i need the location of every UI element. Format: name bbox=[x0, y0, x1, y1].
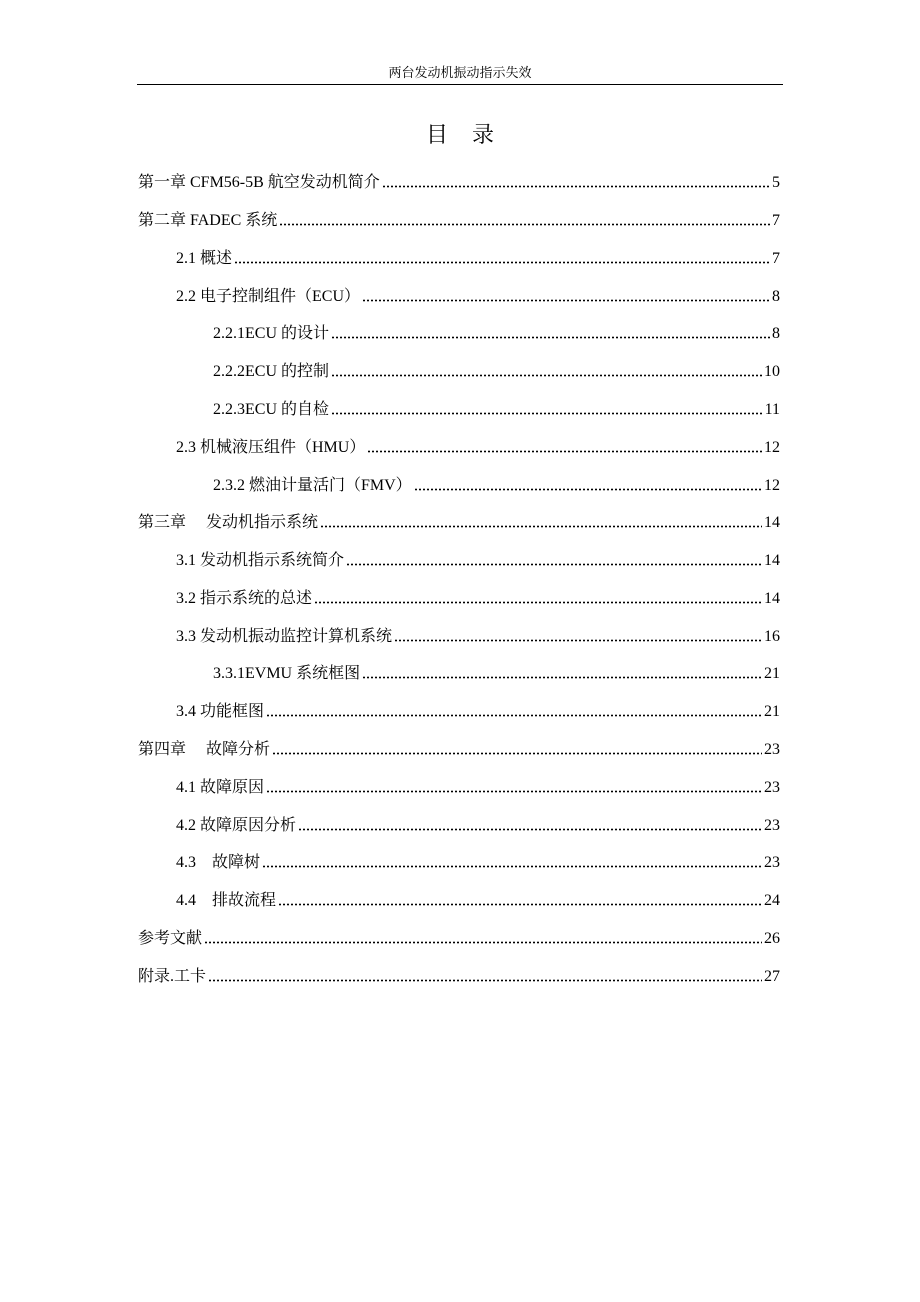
toc-entry-label: 第二章 FADEC 系统 bbox=[138, 212, 278, 229]
toc-entry-section-4-4[interactable] bbox=[176, 888, 780, 912]
toc-dot-leader bbox=[234, 259, 770, 266]
toc-entry-label: 2.3 机械液压组件（HMU） bbox=[176, 439, 366, 456]
toc-entry-label: 第三章 发动机指示系统 bbox=[138, 514, 319, 531]
toc-dot-leader bbox=[414, 486, 762, 493]
toc-entry-references[interactable] bbox=[138, 926, 780, 950]
toc-entry-label: 2.1 概述 bbox=[176, 250, 233, 267]
toc-entry-section-2-2[interactable] bbox=[176, 284, 780, 308]
toc-entry-page: 11 bbox=[764, 401, 780, 418]
toc-entry-page: 5 bbox=[772, 174, 780, 191]
toc-entry-page: 21 bbox=[764, 703, 780, 720]
toc-dot-leader bbox=[272, 750, 762, 757]
toc-entry-label: 3.4 功能框图 bbox=[176, 703, 265, 720]
toc-entry-section-2-3-2[interactable] bbox=[213, 473, 780, 497]
toc-dot-leader bbox=[362, 297, 770, 304]
toc-dot-leader bbox=[279, 221, 770, 228]
toc-dot-leader bbox=[382, 183, 770, 190]
toc-entry-page: 23 bbox=[764, 817, 780, 834]
toc-entry-section-2-1[interactable] bbox=[176, 246, 780, 270]
toc-dot-leader bbox=[367, 448, 762, 455]
toc-title: 目录 bbox=[425, 123, 518, 148]
toc-dot-leader bbox=[266, 712, 762, 719]
toc-dot-leader bbox=[320, 523, 762, 530]
toc-entry-section-2-2-2[interactable] bbox=[213, 359, 780, 383]
toc-entry-chapter-4[interactable] bbox=[138, 737, 780, 761]
toc-dot-leader bbox=[314, 599, 762, 606]
toc-entry-section-4-2[interactable] bbox=[176, 813, 780, 837]
toc-entry-label: 第四章 故障分析 bbox=[138, 741, 271, 758]
toc-entry-page: 23 bbox=[764, 854, 780, 871]
toc-entry-section-4-1[interactable] bbox=[176, 775, 780, 799]
toc-entry-page: 10 bbox=[764, 363, 780, 380]
toc-dot-leader bbox=[204, 939, 762, 946]
toc-entry-section-3-2[interactable] bbox=[176, 586, 780, 610]
toc-entry-page: 21 bbox=[764, 665, 780, 682]
toc-dot-leader bbox=[331, 410, 763, 417]
toc-entry-page: 8 bbox=[772, 288, 780, 305]
toc-entry-label: 4.3 故障树 bbox=[176, 854, 261, 871]
toc-entry-section-3-3[interactable] bbox=[176, 624, 780, 648]
toc-entry-section-4-3[interactable] bbox=[176, 850, 780, 874]
toc-entry-page: 24 bbox=[764, 892, 780, 909]
toc-entry-page: 12 bbox=[764, 439, 780, 456]
toc-entry-label: 2.2.3ECU 的自检 bbox=[213, 401, 330, 418]
toc-dot-leader bbox=[278, 901, 762, 908]
toc-entry-section-2-2-1[interactable] bbox=[213, 321, 780, 345]
toc-dot-leader bbox=[362, 674, 762, 681]
toc-entry-page: 23 bbox=[764, 779, 780, 796]
toc-entry-chapter-2[interactable] bbox=[138, 208, 780, 232]
toc-entry-chapter-1[interactable] bbox=[138, 170, 780, 194]
toc-entry-label: 3.1 发动机指示系统简介 bbox=[176, 552, 345, 569]
toc-dot-leader bbox=[331, 334, 770, 341]
toc-entry-section-3-4[interactable] bbox=[176, 699, 780, 723]
toc-entry-section-3-1[interactable] bbox=[176, 548, 780, 572]
toc-entry-page: 23 bbox=[764, 741, 780, 758]
toc-entry-chapter-3[interactable] bbox=[138, 510, 780, 534]
toc-entry-label: 4.2 故障原因分析 bbox=[176, 817, 297, 834]
toc-entry-page: 14 bbox=[764, 552, 780, 569]
toc-entry-label: 4.4 排故流程 bbox=[176, 892, 277, 909]
toc-entry-page: 26 bbox=[764, 930, 780, 947]
toc-dot-leader bbox=[331, 372, 762, 379]
toc-entry-label: 第一章 CFM56-5B 航空发动机简介 bbox=[138, 174, 380, 191]
toc-entry-page: 7 bbox=[772, 250, 780, 267]
toc-entry-page: 7 bbox=[772, 212, 780, 229]
toc-entry-page: 16 bbox=[764, 628, 780, 645]
toc-entry-page: 14 bbox=[764, 590, 780, 607]
toc-dot-leader bbox=[208, 977, 762, 984]
toc-dot-leader bbox=[394, 637, 762, 644]
toc-dot-leader bbox=[262, 863, 762, 870]
toc-entry-section-3-3-1[interactable] bbox=[213, 661, 780, 685]
toc-dot-leader bbox=[346, 561, 762, 568]
toc-entry-appendix[interactable] bbox=[138, 964, 780, 988]
toc-entry-label: 附录.工卡 bbox=[138, 968, 207, 985]
toc-entry-page: 8 bbox=[772, 325, 780, 342]
toc-entry-page: 12 bbox=[764, 477, 780, 494]
toc-entry-label: 2.2.1ECU 的设计 bbox=[213, 325, 330, 342]
toc-dot-leader bbox=[266, 788, 762, 795]
toc-entry-label: 4.1 故障原因 bbox=[176, 779, 265, 796]
toc-entry-section-2-3[interactable] bbox=[176, 435, 780, 459]
toc-entry-label: 2.2.2ECU 的控制 bbox=[213, 363, 330, 380]
toc-entry-label: 3.3.1EVMU 系统框图 bbox=[213, 665, 361, 682]
toc-entry-page: 14 bbox=[764, 514, 780, 531]
page-header-title: 两台发动机振动指示失效 bbox=[388, 65, 532, 80]
toc-entry-label: 3.3 发动机振动监控计算机系统 bbox=[176, 628, 393, 645]
toc-entry-label: 3.2 指示系统的总述 bbox=[176, 590, 313, 607]
toc-entry-label: 2.3.2 燃油计量活门（FMV） bbox=[213, 477, 412, 494]
toc-entry-section-2-2-3[interactable] bbox=[213, 397, 780, 421]
toc-dot-leader bbox=[298, 826, 762, 833]
toc-entry-label: 参考文献 bbox=[138, 930, 203, 947]
toc-entry-page: 27 bbox=[764, 968, 780, 985]
toc-entry-label: 2.2 电子控制组件（ECU） bbox=[176, 288, 361, 305]
header-rule bbox=[137, 84, 783, 85]
